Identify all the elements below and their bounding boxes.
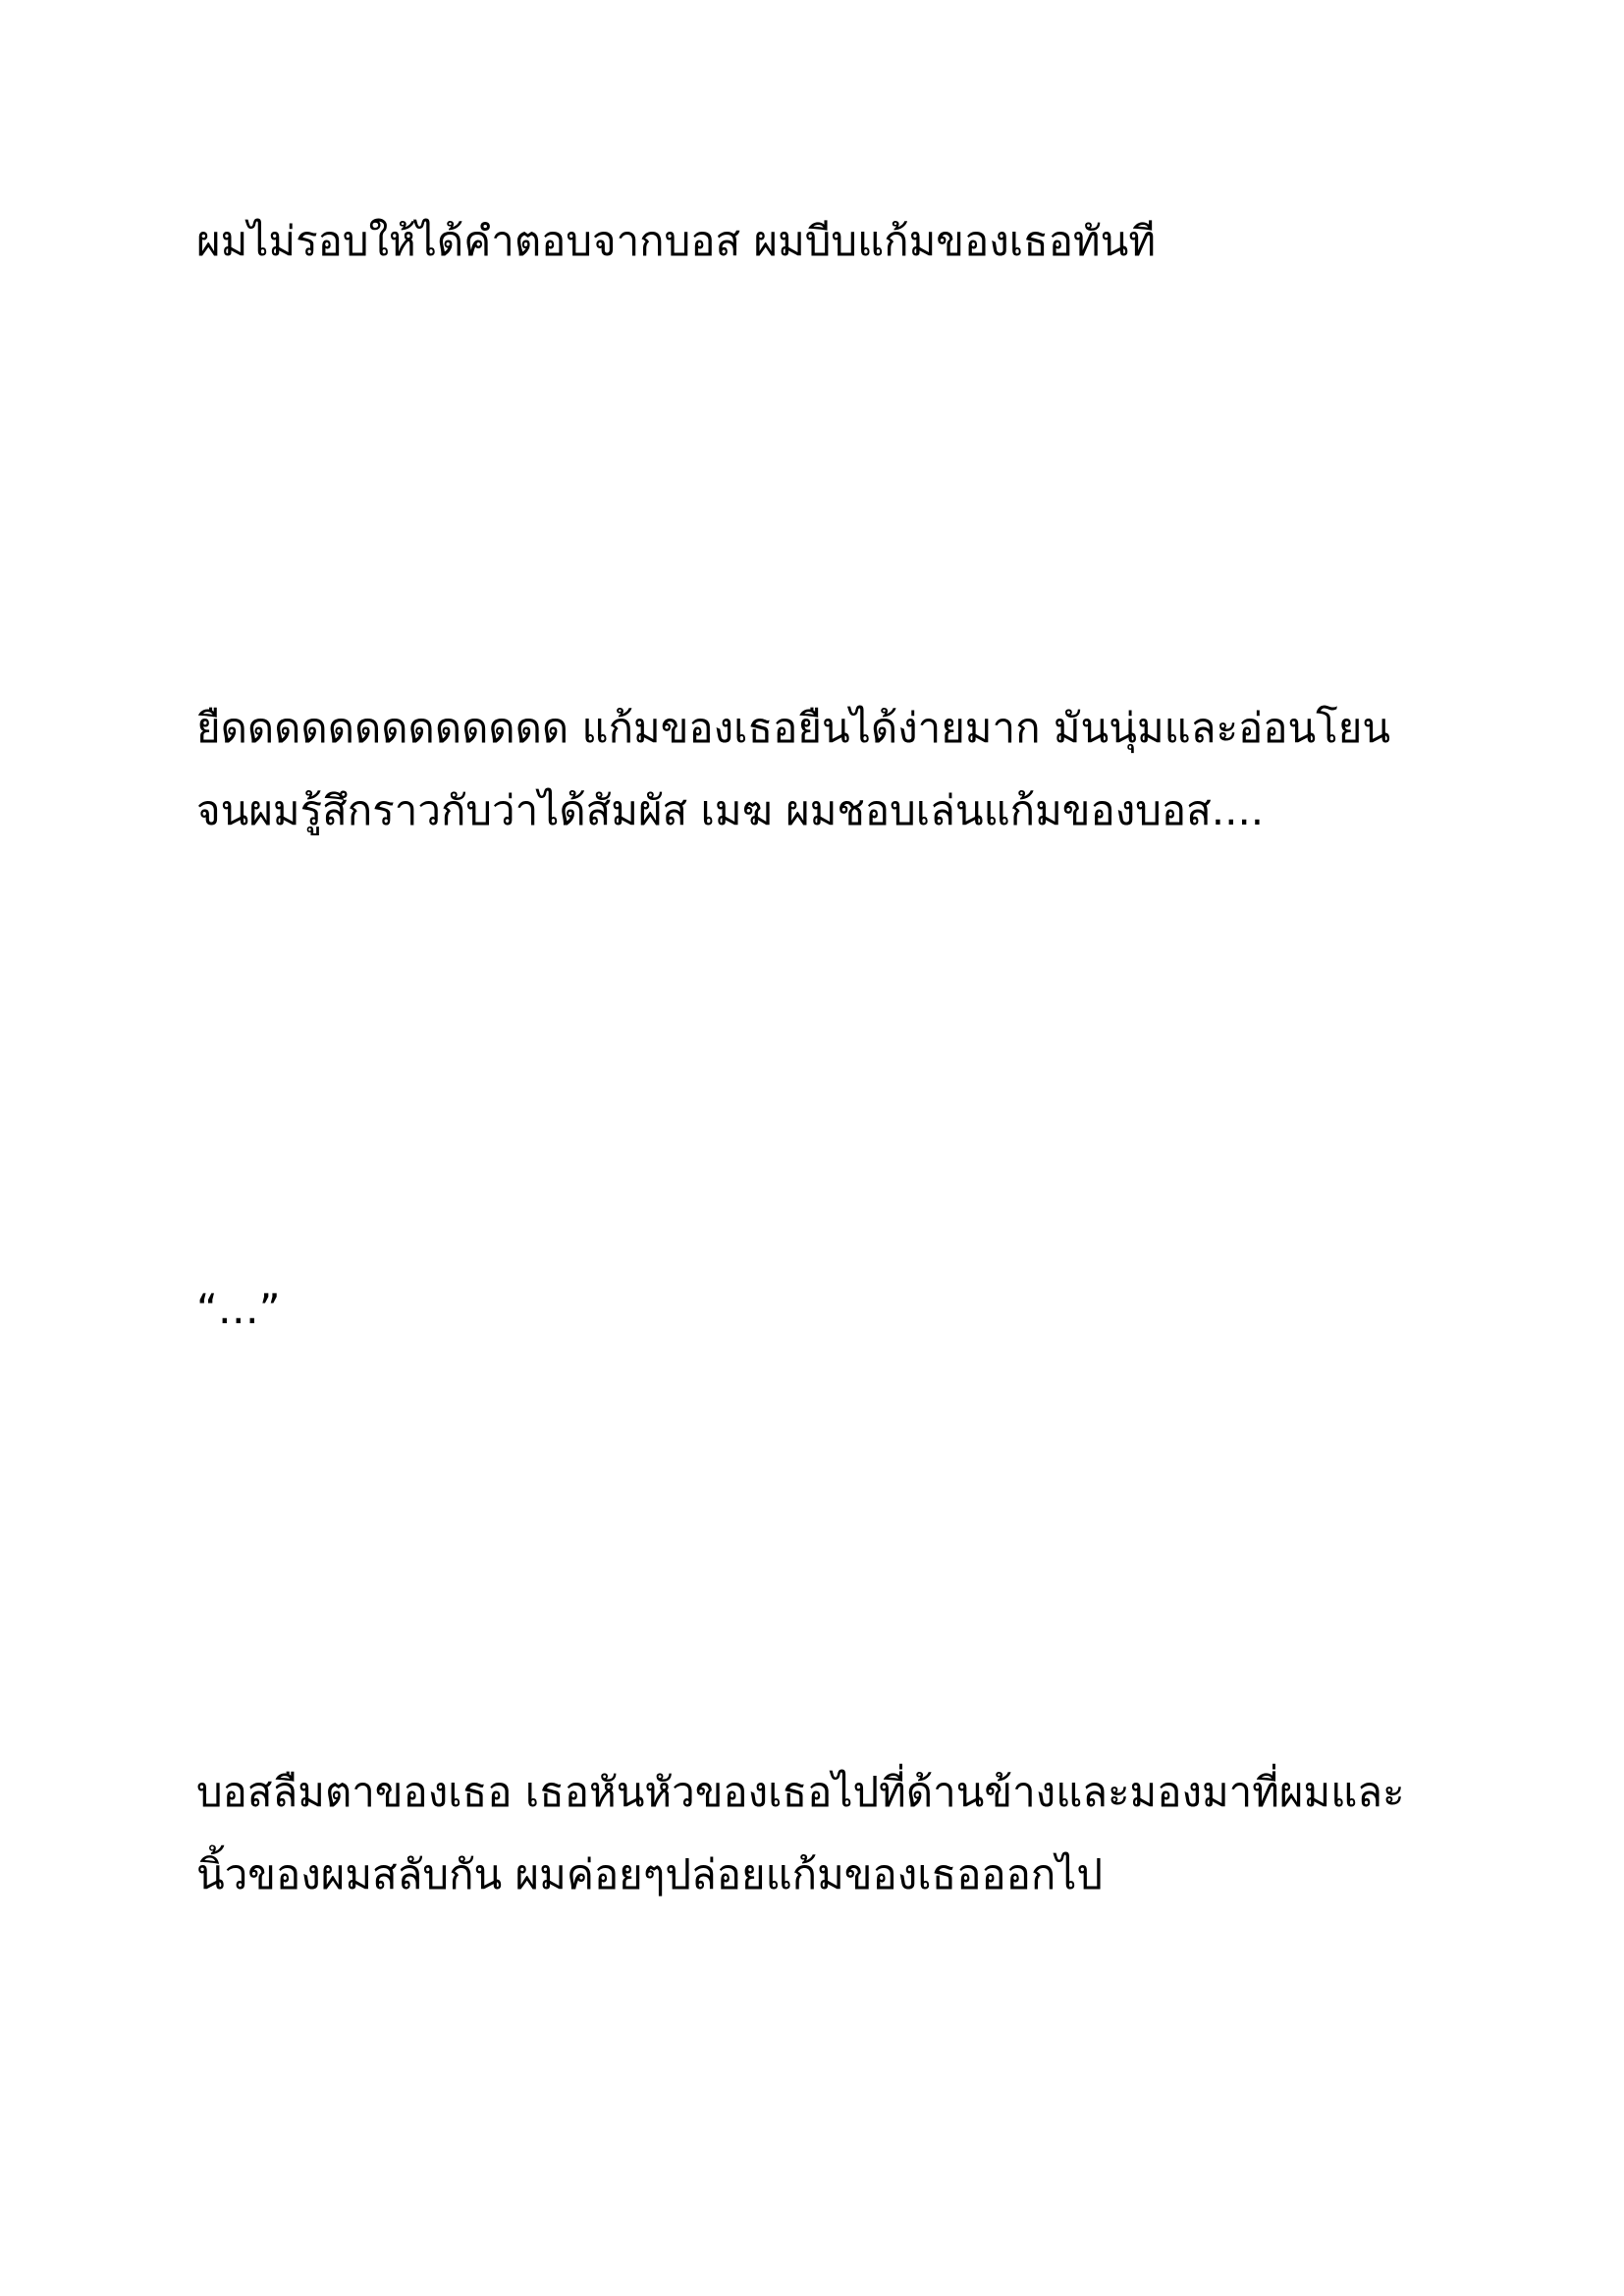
paragraph-2 (196, 687, 1473, 852)
paragraph-line: นิ้วของผมสลับกัน ผมค่อยๆปล่อยแก้มของเธอออกไป (196, 1850, 1104, 1898)
paragraph-4 (196, 1751, 1473, 1916)
paragraph-1 (196, 200, 1473, 283)
paragraph-3 (196, 1268, 1473, 1351)
paragraph-line: ยืดดดดดดดดดดดดด แก้มของเธอยืนได้ง่ายมาก มันนุ่มและอ่อนโยน (196, 704, 1391, 752)
paragraph-line: จนผมรู้สึกราวกับว่าได้สัมผัส เมฆ ผมชอบเล่นแก้มของบอส.... (196, 786, 1265, 834)
paragraph-line: “…” (196, 1285, 281, 1333)
paragraph-line: บอสลืมตาของเธอ เธอหันหัวของเธอไปที่ด้านข้างและมองมาที่ผมและ (196, 1768, 1405, 1816)
paragraph-line: ผมไม่รอบให้ได้คำตอบจากบอส ผมบีบแก้มของเธอทันที (196, 217, 1157, 265)
